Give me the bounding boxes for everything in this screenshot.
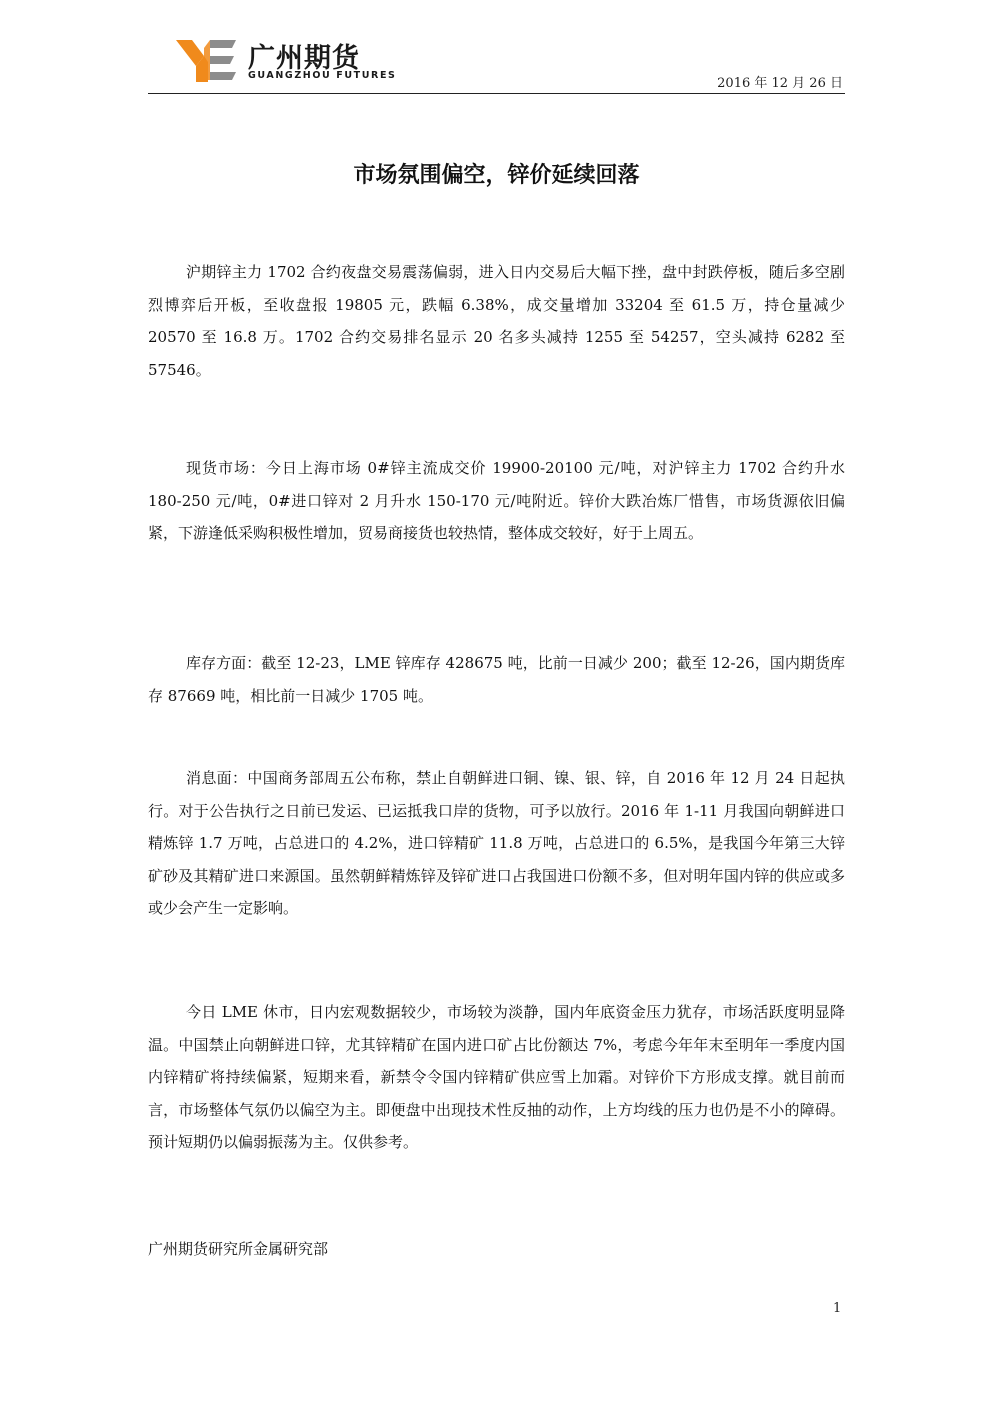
- header-divider: [148, 93, 845, 94]
- logo-chinese-name: 广州期货: [248, 43, 360, 74]
- page-header: [148, 36, 845, 94]
- article-body: [148, 256, 845, 1151]
- paragraph-market-summary: 沪期锌主力 1702 合约夜盘交易震荡偏弱，进入日内交易后大幅下挫，盘中封跌停板，随后多空剧烈博弈后开板，至收盘报 19805 元，跌幅 6.38%，成交量增加 33204 至 61.5 万，持仓量减少 20570 至 16.8 万。1702 合约交易排名显示 20 名多头减持 1255 至 54257，空头减持 6282 至 57546。: [148, 263, 845, 379]
- article-title: 市场氛围偏空，锌价延续回落: [353, 163, 640, 188]
- guangzhou-futures-logo-icon: [174, 38, 238, 84]
- paragraph-spot-market: 现货市场：今日上海市场 0#锌主流成交价 19900-20100 元/吨，对沪锌主力 1702 合约升水 180-250 元/吨，0#进口锌对 2 月升水 150-170 元/吨附近。锌价大跌冶炼厂惜售，市场货源依旧偏紧，下游逢低采购积极性增加，贸易商接货也较热情，整体成交较好，好于上周五。: [148, 459, 845, 542]
- author-signature: 广州期货研究所金属研究部: [148, 1240, 329, 1258]
- logo-english-name: GUANGZHOU FUTURES: [248, 70, 397, 81]
- paragraph-news: 消息面：中国商务部周五公布称，禁止自朝鲜进口铜、镍、银、锌，自 2016 年 12 月 24 日起执行。对于公告执行之日前已发运、已运抵我口岸的货物，可予以放行。2016 年 1-11 月我国向朝鲜进口精炼锌 1.7 万吨，占总进口的 4.2%，进口锌精矿 11.8 万吨，占总进口的 6.5%，是我国今年第三大锌矿砂及其精矿进口来源国。虽然朝鲜精炼锌及锌矿进口占我国进口份额不多，但对明年国内锌的供应或多或少会产生一定影响。: [148, 769, 845, 917]
- report-date: 2016 年 12 月 26 日: [717, 76, 843, 91]
- paragraph-inventory: 库存方面：截至 12-23，LME 锌库存 428675 吨，比前一日减少 200；截至 12-26，国内期货库存 87669 吨，相比前一日减少 1705 吨。: [148, 654, 845, 705]
- paragraph-outlook: 今日 LME 休市，日内宏观数据较少，市场较为淡静，国内年底资金压力犹存，市场活跃度明显降温。中国禁止向朝鲜进口锌，尤其锌精矿在国内进口矿占比份额达 7%，考虑今年年末至明年一季度内国内锌精矿将持续偏紧，短期来看，新禁令令国内锌精矿供应雪上加霜。对锌价下方形成支撑。就目前而言，市场整体气氛仍以偏空为主。即便盘中出现技术性反抽的动作，上方均线的压力也仍是不小的障碍。预计短期仍以偏弱振荡为主。仅供参考。: [148, 1003, 845, 1151]
- page-number: 1: [833, 1301, 842, 1316]
